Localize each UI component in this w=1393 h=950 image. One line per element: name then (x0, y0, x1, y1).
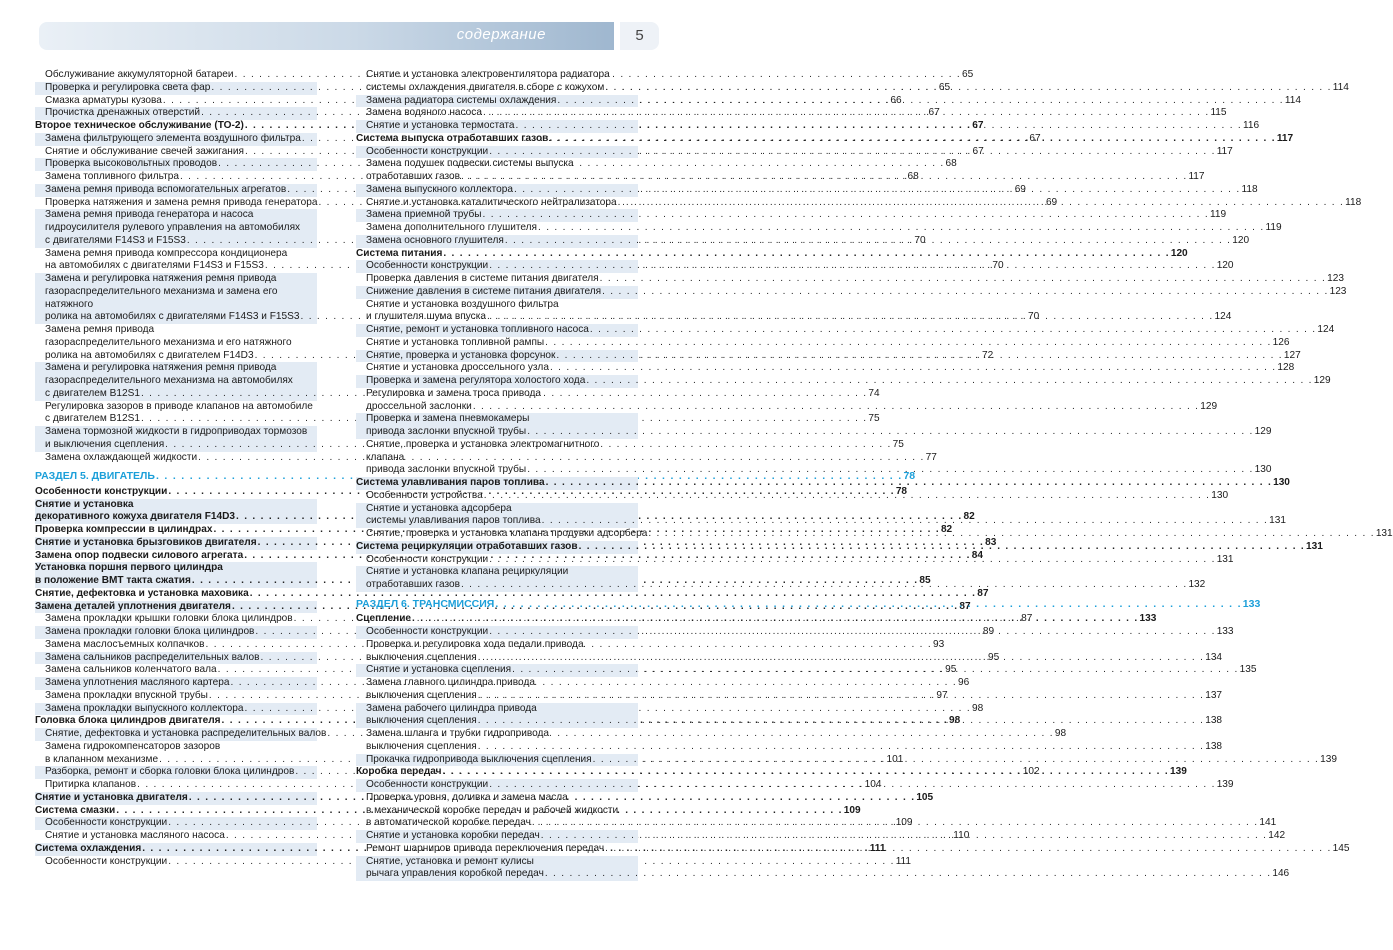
toc-page-number: 67 (972, 145, 984, 157)
toc-page-number: 131 (1269, 515, 1286, 527)
dot-leader (505, 235, 1231, 248)
toc-entry-text: РАЗДЕЛ 5. ДВИГАТЕЛЬ (35, 470, 155, 483)
dot-leader (557, 95, 1283, 108)
toc-entry-text: Замена гидрокомпенсаторов зазоров (45, 740, 221, 752)
toc-entry-text: Замена главного цилиндра привода (366, 677, 535, 688)
toc-entry[interactable] (35, 451, 937, 465)
toc-entry-text: Снятие и установка адсорбера (366, 502, 512, 514)
toc-page-number: 114 (1332, 81, 1349, 93)
toc-page-number: 124 (1317, 324, 1335, 335)
toc-page-number: 82 (940, 524, 953, 535)
toc-page-number: 129 (1200, 400, 1218, 412)
toc-entry-text: Замена прокладки впускной трубы (45, 689, 208, 701)
toc-page-number: 118 (1241, 183, 1258, 195)
toc-page-number: 123 (1329, 285, 1347, 297)
toc-entry-text: Проверка и замена регулятора холостого хода (366, 375, 586, 386)
toc-entry-text: отработавших газов (366, 171, 460, 182)
toc-page-number: 96 (957, 677, 970, 688)
toc-entry-text: Замена охлаждающей жидкости (45, 451, 198, 463)
toc-page-number: 87 (959, 600, 971, 612)
toc-page-number: 70 (1027, 311, 1040, 323)
toc-entry-text: Замена выпускного коллектора (366, 183, 513, 195)
toc-entry-text: выключения сцепления (366, 740, 477, 752)
toc-entry-text: Замена приемной трубы (366, 209, 482, 221)
toc-page-number: 65 (938, 81, 951, 93)
toc-entry-text: РАЗДЕЛ 6. ТРАНСМИССИЯ (356, 597, 495, 610)
toc-entry-text: Особенности конструкции (366, 553, 489, 565)
toc-entry-text: Притирка клапанов (45, 779, 137, 790)
toc-entry-text: декоративного кожуха двигателя F14D3 (35, 511, 236, 523)
toc-entry-text: рычага управления коробкой передач (366, 868, 544, 880)
toc-entry[interactable] (356, 324, 1335, 337)
toc-page-number: 133 (1242, 597, 1261, 610)
toc-entry-text: Замена дополнительного глушителя (366, 222, 537, 233)
toc-entry-text: Снятие и установка сцепления (366, 664, 512, 676)
toc-entry-text: в клапанном механизме (45, 753, 159, 765)
dot-leader (586, 375, 1312, 388)
toc-entry-text: Снятие и установка двигателя (35, 791, 188, 803)
toc-entry-text: Проверка и замена пневмокамеры (366, 413, 530, 425)
toc-chapter-entry[interactable] (356, 247, 1188, 261)
dot-leader (600, 273, 1326, 286)
toc-entry-line (366, 426, 1272, 439)
toc-page-number: 130 (1254, 464, 1272, 476)
toc-page-number: 126 (1272, 336, 1290, 348)
toc-entry-text: Коробка передач (356, 766, 442, 778)
toc-entry-text: газораспределительного механизма на автомобилях (45, 375, 293, 386)
toc-entry-text: гидроусилителя рулевого управления на автомобилях (45, 222, 301, 233)
dot-leader (489, 779, 1215, 792)
toc-entry-text: Замена деталей уплотнения двигателя (35, 600, 231, 612)
toc-entry-text: Снятие, дефектовка и установка распределительных валов (45, 728, 327, 739)
toc-entry-text: Снятие, ремонт и установка топливного насоса (366, 324, 589, 335)
toc-entry[interactable] (356, 285, 1347, 299)
toc-page-number: 77 (925, 451, 937, 463)
dot-leader (512, 664, 1238, 677)
toc-entry-text: на автомобилях с двигателями F14S3 и F15S3 (45, 260, 264, 272)
dot-leader (605, 843, 1331, 856)
toc-entry-text: привода заслонки впускной трубы (366, 464, 527, 476)
toc-entry-text: Прокачка гидропривода выключения сцепления (366, 753, 592, 765)
toc-entry-text: Замена прокладки выпускного коллектора (45, 702, 244, 714)
toc-entry-text: Система смазки (35, 804, 116, 816)
toc-entry-line (366, 336, 1290, 350)
toc-entry-text: Замена подушек подвески системы выпуска (366, 158, 574, 170)
toc-entry-text: Замена маслосъемных колпачков (45, 638, 205, 650)
toc-entry-text: Разборка, ремонт и сборка головки блока цилиндров (45, 766, 295, 778)
toc-entry-text: Замена опор подвески силового агрегата (35, 549, 244, 561)
toc-entry-text: выключения сцепления (366, 651, 477, 663)
toc-page-number: 114 (1284, 94, 1301, 106)
toc-entry-text: отработавших газов (366, 579, 460, 590)
toc-entry-text: Замена ремня привода вспомогательных агрегатов (45, 183, 287, 195)
toc-page-number: 98 (949, 715, 961, 727)
toc-page-number: 68 (907, 171, 919, 182)
dot-leader (461, 579, 1187, 592)
toc-entry-line (356, 477, 1290, 490)
toc-page-number: 97 (936, 689, 948, 701)
toc-entry-text: Сцепление (356, 613, 412, 625)
dot-leader (478, 690, 1204, 703)
toc-entry-text: Замена ремня привода (45, 324, 155, 335)
toc-page-number: 78 (895, 485, 908, 497)
toc-chapter-entry[interactable] (35, 587, 989, 601)
toc-entry-text: Замена сальников распределительных валов (45, 651, 260, 663)
toc-entry-text: системы улавливания паров топлива (366, 515, 541, 527)
dot-leader (538, 222, 1264, 235)
toc-entry-line (366, 285, 1347, 299)
dot-leader (489, 146, 1215, 159)
toc-entry-line (366, 222, 1282, 235)
toc-page-number: 110 (953, 830, 970, 841)
toc-entry-text: Система выпуска отработавших газов (356, 132, 549, 144)
toc-page-number: 75 (868, 413, 880, 425)
dot-leader (579, 541, 1305, 554)
toc-entry-text: Особенности конструкции (45, 855, 168, 867)
toc-page-number: 120 (1216, 260, 1234, 272)
toc-entry-text: Проверка компрессии в цилиндрах (35, 524, 213, 535)
dot-leader (482, 209, 1208, 222)
toc-entry-text: Система рециркуляции отработавших газов (356, 540, 578, 552)
toc-page-number: 69 (1045, 196, 1058, 208)
toc-entry-line (366, 362, 1295, 375)
toc-entry-text: с двигателем B12S1 (45, 413, 140, 425)
toc-page-number: 83 (985, 536, 997, 548)
toc-page-number: 72 (982, 349, 994, 361)
toc-page-number: 67 (928, 107, 940, 119)
dot-leader (487, 311, 1213, 324)
toc-entry-line (366, 375, 1331, 388)
toc-entry-line (366, 740, 1223, 754)
toc-entry-text: Снятие и установка термостата (366, 120, 515, 131)
toc-entry[interactable] (356, 362, 1295, 375)
dot-leader (495, 598, 1241, 612)
toc-page-number: 131 (1306, 540, 1323, 552)
toc-entry-text: Снятие и установка топливной рампы (366, 336, 545, 348)
toc-page-number: 98 (971, 702, 984, 714)
toc-page-number: 67 (972, 120, 984, 131)
toc-page-number: 109 (843, 804, 861, 816)
toc-entry-text: Регулировка зазоров в приводе клапанов на автомобиле (45, 400, 313, 412)
toc-entry-text: Замена ремня привода генератора и насоса (45, 209, 254, 221)
toc-page-number: 142 (1268, 830, 1286, 841)
toc-page-number: 139 (1169, 766, 1187, 778)
toc-entry-text: Замена прокладки головки блока цилиндров (45, 626, 255, 637)
toc-page-number: 66 (890, 94, 902, 106)
toc-page-number: 145 (1332, 842, 1350, 854)
toc-page-number: 135 (1239, 664, 1257, 676)
toc-entry-text: Снятие, проверка и установка клапана продувки адсорбера (366, 528, 648, 539)
dot-leader (489, 554, 1215, 567)
toc-page-number: 111 (895, 855, 912, 867)
dot-leader (648, 528, 1374, 541)
toc-entry-text: Особенности конструкции (366, 260, 489, 272)
toc-entry-text: с двигателем B12S1 (45, 387, 140, 399)
toc-entry-text: Особенности конструкции (366, 145, 489, 157)
toc-entry-text: Снятие и установка дроссельного узла (366, 362, 549, 374)
toc-entry-text: Снятие и установка (35, 498, 134, 510)
toc-entry-text: Головка блока цилиндров двигателя (35, 715, 221, 727)
toc-page-number: 141 (1259, 817, 1277, 829)
toc-entry-text: Снятие и установка масляного насоса (45, 830, 225, 841)
toc-entry-text: Замена фильтрующего элемента воздушного фильтра (45, 132, 301, 144)
toc-entry[interactable] (356, 375, 1331, 388)
toc-page-number: 95 (987, 651, 1000, 663)
toc-page-number: 132 (1188, 579, 1206, 590)
toc-entry-text: Снятие и установка воздушного фильтра (366, 298, 559, 310)
toc-entry-text: Снятие и установка каталитического нейтрализатора (366, 196, 617, 208)
dot-leader (541, 830, 1267, 843)
toc-page-number: 105 (916, 791, 934, 803)
dot-leader (442, 766, 1168, 779)
toc-entry-text: Регулировка и замена троса привода (366, 387, 541, 399)
dot-leader (473, 401, 1199, 414)
toc-page-number: 87 (977, 587, 989, 599)
dot-leader (443, 248, 1169, 261)
toc-page-number: 130 (1273, 477, 1290, 488)
header-bar (39, 22, 614, 50)
toc-entry-text: Замена тормозной жидкости в гидроприводах тормозов (45, 426, 308, 437)
toc-page-number: 120 (1232, 234, 1250, 246)
dot-leader (556, 350, 1282, 363)
toc-entry-text: Установка поршня первого цилиндра (35, 562, 223, 574)
toc-entry-text: Снятие и обслуживание свечей зажигания (45, 145, 244, 157)
toc-entry-text: в механической коробке передач и рабочей жидкости (366, 804, 619, 816)
toc-entry-line (366, 400, 1218, 414)
toc-entry-text: и глушителя шума впуска (366, 311, 486, 323)
toc-entry-text: Особенности конструкции (366, 626, 489, 637)
toc-entry-text: Снятие и установка коробки передач (366, 830, 540, 841)
toc-entry-text: дроссельной заслонки (366, 400, 472, 412)
toc-entry-text: Замена ремня привода компрессора кондиционера (45, 247, 288, 259)
toc-page-number: 65 (962, 69, 974, 80)
toc-entry-text: Особенности конструкции (366, 779, 489, 790)
toc-entry-text: выключения сцепления (366, 689, 477, 701)
dot-leader (542, 515, 1268, 528)
toc-entry-text: Проверка уровня, доливка и замена масла (366, 791, 568, 803)
toc-page-number: 84 (971, 549, 983, 561)
toc-entry-text: Смазка арматуры кузова (45, 94, 162, 106)
toc-entry-line (45, 451, 937, 465)
toc-entry-text: Проверка давления в системе питания двигателя (366, 273, 599, 284)
toc-page-number: 104 (864, 779, 882, 790)
toc-page-number: 67 (1029, 132, 1041, 144)
toc-page-number: 98 (1054, 728, 1067, 739)
toc-entry-text: ролика на автомобилях с двигателями F14S3 и F15S3 (45, 311, 300, 323)
toc-page-number: 138 (1205, 740, 1223, 752)
toc-entry-line (366, 209, 1227, 222)
dot-leader (516, 120, 1242, 133)
toc-entry-line (366, 868, 1290, 881)
toc-page-number: 69 (1014, 183, 1026, 195)
toc-page-number: 133 (1216, 626, 1234, 637)
toc-entry-text: Замена шланга и трубки гидропривода (366, 728, 549, 739)
toc-page-number: 87 (1021, 613, 1033, 625)
toc-entry-text: Проверка и регулировка света фар (45, 81, 211, 93)
toc-page-number: 134 (1205, 651, 1223, 663)
toc-entry-text: Снятие и установка клапана рециркуляции (366, 566, 569, 578)
dot-leader (483, 107, 1209, 120)
toc-entry-text: Замена топливного фильтра (45, 171, 179, 182)
dot-leader (527, 426, 1253, 439)
toc-entry-text: Обслуживание аккумуляторной батареи (45, 69, 234, 80)
toc-page-number: 78 (903, 470, 916, 483)
dot-leader (484, 490, 1210, 503)
toc-entry-line (35, 587, 989, 601)
toc-entry-text: Проверка высоковольтных проводов (45, 158, 218, 170)
toc-page-number: 127 (1283, 349, 1301, 361)
toc-entry-text: газораспределительного механизма и замена его натяжного (45, 285, 278, 310)
toc-page-number: 124 (1214, 311, 1232, 323)
dot-leader (546, 477, 1272, 490)
dot-leader (478, 652, 1204, 665)
toc-entry-text: Замена рабочего цилиндра привода (366, 702, 537, 714)
toc-entry-text: Замена и регулировка натяжения ремня привода (45, 362, 277, 374)
toc-page-number: 82 (963, 511, 975, 523)
toc-page-number: 139 (1216, 779, 1234, 790)
toc-entry-line (366, 273, 1344, 286)
toc-page-number: 102 (1022, 766, 1040, 778)
toc-entry-text: Снижение давления в системе питания двигателя (366, 285, 602, 297)
toc-entry-text: выключения сцепления (366, 715, 477, 727)
toc-page-number: 119 (1209, 209, 1227, 221)
dot-leader (532, 817, 1258, 830)
toc-entry-text: Снятие и установка электровентилятора радиатора (366, 69, 610, 80)
toc-entry[interactable] (356, 273, 1344, 286)
dot-leader (618, 197, 1344, 210)
dot-leader (602, 286, 1328, 299)
toc-page-number: 75 (892, 438, 904, 450)
toc-page-number: 109 (895, 817, 913, 829)
toc-entry-text: Снятие, дефектовка и установка маховика (35, 587, 249, 599)
dot-leader (412, 613, 1138, 626)
header-title: содержание (456, 26, 546, 43)
page-number: 5 (620, 22, 659, 50)
toc-entry-text: Особенности конструкции (35, 485, 168, 497)
toc-page-number: 89 (982, 626, 995, 637)
toc-entry-text: Замена уплотнения масляного картера (45, 677, 230, 688)
header (39, 22, 659, 50)
toc-entry-text: Проверка натяжения и замена ремня привода генератора (45, 196, 318, 208)
toc-entry-text: в автоматической коробке передач (366, 817, 531, 829)
toc-page-number: 137 (1205, 689, 1223, 701)
toc-entry-text: Снятие, проверка и установка электромагнитного клапана (366, 438, 600, 463)
dot-leader (549, 133, 1275, 146)
toc-entry-text: Снятие, установка и ремонт кулисы (366, 855, 534, 867)
toc-entry-text: и выключения сцепления (45, 438, 165, 450)
toc-entry-text: Замена сальников коленчатого вала (45, 664, 217, 676)
toc-page-number: 146 (1272, 868, 1290, 880)
toc-entry-text: Снятие и установка брызговиков двигателя (35, 536, 257, 548)
toc-page-number: 128 (1277, 362, 1295, 374)
dot-leader (593, 754, 1319, 767)
dot-leader (489, 626, 1215, 639)
toc-page-number: 123 (1327, 273, 1344, 284)
toc-page-number: 117 (1188, 171, 1205, 182)
toc-entry-text: Особенности устройства (366, 489, 483, 501)
toc-entry-text: Ремонт шарниров привода переключения передач (366, 842, 605, 854)
toc-entry-text: Замена основного глушителя (366, 234, 504, 246)
toc-entry-text: Снятие, проверка и установка форсунок (366, 349, 556, 361)
dot-leader (545, 868, 1271, 881)
toc-entry-text: в положение ВМТ такта сжатия (35, 575, 191, 586)
toc-page-number: 93 (932, 638, 945, 650)
toc-page-number: 95 (945, 664, 957, 676)
toc-page-number: 131 (1216, 553, 1234, 565)
toc-chapter-entry[interactable] (356, 477, 1290, 490)
dot-leader (478, 741, 1204, 754)
dot-leader (545, 337, 1271, 350)
toc-page-number: 130 (1211, 489, 1229, 501)
toc-entry-text: с двигателями F14S3 и F15S3 (45, 234, 186, 246)
toc-page-number: 117 (1216, 145, 1233, 157)
toc-entry-text: Прочистка дренажных отверстий (45, 107, 201, 119)
toc-page-number: 101 (886, 753, 904, 765)
toc-entry[interactable] (356, 209, 1227, 222)
toc-page-number: 70 (992, 260, 1004, 272)
dot-leader (550, 362, 1276, 375)
toc-entry-text: Система улавливания паров топлива (356, 477, 545, 488)
toc-entry-line (356, 247, 1188, 261)
dot-leader (590, 324, 1316, 337)
toc-entry-text: Особенности конструкции (45, 817, 168, 829)
toc-page-number: 120 (1170, 247, 1188, 259)
toc-page-number: 118 (1345, 196, 1362, 208)
dot-leader (527, 464, 1253, 477)
toc-entry[interactable] (356, 336, 1290, 350)
toc-entry-text: Проверка и регулировка хода педали привода (366, 638, 584, 650)
toc-page-number: 139 (1320, 753, 1337, 765)
toc-entry-text: Система питания (356, 247, 443, 259)
toc-entry-text: системы охлаждения двигателя в сборе с кожухом (366, 81, 605, 93)
toc-page-number: 129 (1313, 375, 1331, 386)
toc-entry-text: Замена радиатора системы охлаждения (366, 94, 557, 106)
toc-entry-text: ролика на автомобилях с двигателем F14D3 (45, 349, 254, 361)
toc-entry-text: привода заслонки впускной трубы (366, 426, 527, 437)
toc-entry-text: Замена и регулировка натяжения ремня привода (45, 273, 277, 284)
toc-page-number: 70 (914, 234, 926, 246)
toc-page-number: 129 (1254, 426, 1272, 437)
toc-page-number: 74 (868, 387, 880, 399)
toc-page-number: 111 (869, 842, 886, 854)
toc-page-number: 133 (1139, 613, 1157, 625)
toc-entry-text: Замена водяного насоса (366, 107, 482, 119)
toc-entry-text: Замена прокладки крышки головки блока цилиндров (45, 613, 293, 625)
toc-page-number: 68 (945, 158, 957, 170)
dot-leader (605, 82, 1331, 95)
toc-page-number: 115 (1210, 107, 1227, 119)
toc-entry-text: Система охлаждения (35, 842, 142, 854)
toc-entry-text: Второе техническое обслуживание (ТО-2) (35, 120, 244, 131)
toc-entry-text: газораспределительного механизма и его натяжного (45, 336, 292, 348)
dot-leader (489, 260, 1215, 273)
toc-entry[interactable] (356, 222, 1282, 235)
toc-page-number: 119 (1265, 222, 1282, 233)
toc-entry-line (366, 324, 1335, 337)
toc-page-number: 138 (1205, 715, 1223, 727)
toc-page-number: 117 (1276, 132, 1294, 144)
toc-page-number: 85 (919, 575, 931, 586)
toc-page-number: 116 (1243, 120, 1260, 131)
dot-leader (514, 184, 1240, 197)
dot-leader (478, 715, 1204, 728)
dot-leader (461, 171, 1187, 184)
toc-page-number: 131 (1375, 528, 1393, 539)
